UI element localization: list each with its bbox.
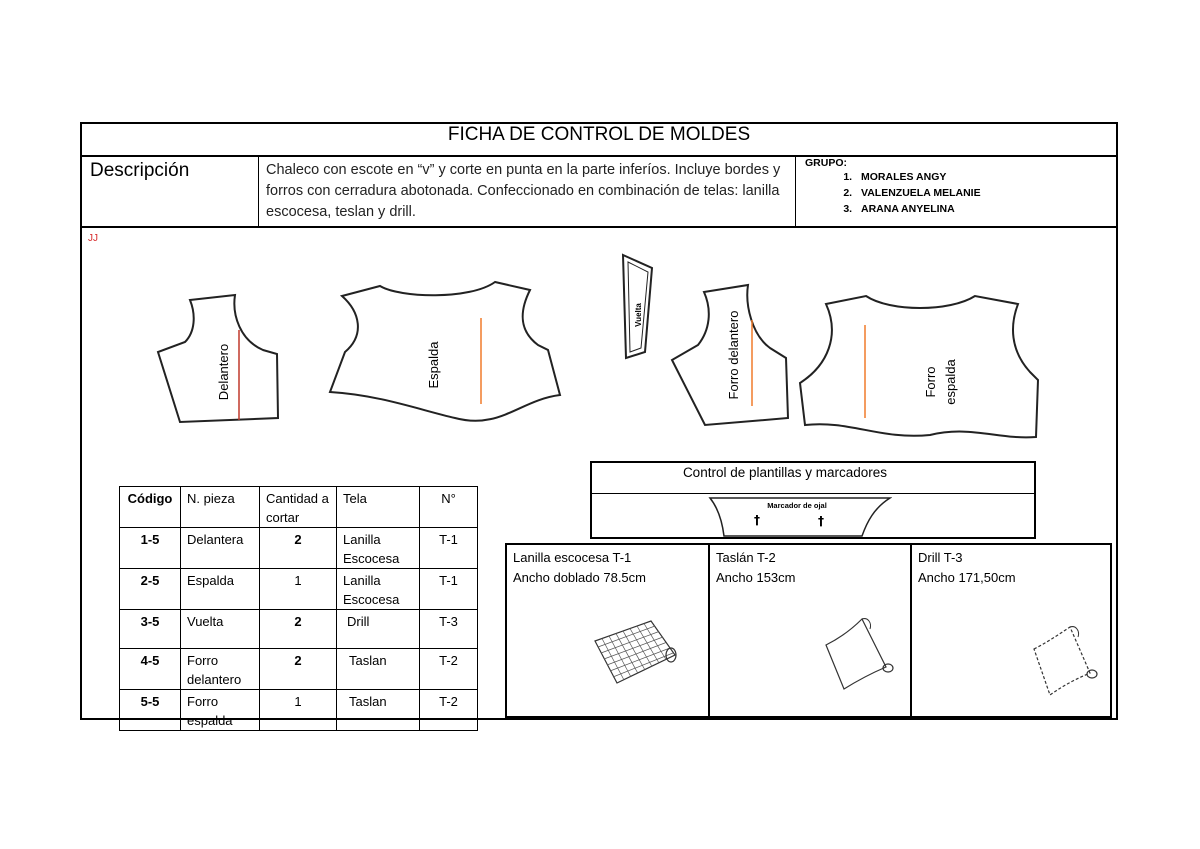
cell-fabric: Lanilla Escocesa [337, 528, 420, 569]
table-row [120, 569, 478, 610]
table-row [120, 649, 478, 690]
cell-number: T-1 [420, 569, 478, 610]
cell-number: T-3 [420, 610, 478, 649]
delantero-label: Delantero [216, 343, 231, 401]
delantero-piece [158, 295, 278, 422]
page-title: FICHA DE CONTROL DE MOLDES [447, 124, 751, 145]
cell-code: 4-5 [120, 649, 181, 690]
fabric-width: Ancho 171,50cm [918, 570, 1016, 585]
espalda-label: Espalda [426, 341, 441, 389]
cell-fabric: Lanilla Escocesa [337, 569, 420, 610]
cell-number: T-2 [420, 690, 478, 731]
cell-number: T-1 [420, 528, 478, 569]
forro-espalda-piece [800, 296, 1038, 437]
forro-delantero-label: Forro delantero [726, 310, 741, 400]
buttonhole-mark-icon: † [818, 514, 824, 528]
table-row [120, 690, 478, 731]
forro-espalda-label-2: espalda [943, 359, 958, 405]
fabric-name: Lanilla escocesa T-1 [513, 550, 632, 565]
column-header-code: Código [120, 487, 181, 528]
plaid-fabric-roll-icon [591, 617, 681, 685]
group-member: 3. ARANA ANYELINA [855, 203, 981, 215]
cell-name: Espalda [181, 569, 260, 610]
cell-fabric: Taslan [337, 690, 420, 731]
buttonhole-marker-icon [702, 494, 892, 540]
cell-code: 2-5 [120, 569, 181, 610]
marker-label: Marcador de ojal [767, 501, 827, 510]
buttonhole-mark-icon: † [754, 513, 760, 527]
cell-name: Forro delantero [181, 649, 260, 690]
table-header-row [120, 487, 478, 528]
espalda-piece [330, 282, 560, 421]
column-header-name: N. pieza [181, 487, 260, 528]
fabric-cell-1 [507, 545, 709, 716]
column-header-fabric: Tela [337, 487, 420, 528]
group-member: 1. MORALES ANGY [855, 171, 981, 183]
fabric-width: Ancho doblado 78.5cm [513, 570, 646, 585]
pieces-table [119, 486, 478, 731]
cell-qty: 2 [260, 649, 337, 690]
fabric-cell-2 [710, 545, 910, 716]
vuelta-label: Vuelta [634, 303, 643, 327]
forro-espalda-label-1: Forro [923, 366, 938, 398]
plain-fabric-roll-icon [820, 615, 900, 691]
forro-delantero-piece [672, 285, 788, 425]
cell-name: Forro espalda [181, 690, 260, 731]
cell-name: Delantera [181, 528, 260, 569]
cell-qty: 1 [260, 569, 337, 610]
group-member: 2. VALENZUELA MELANIE [855, 187, 981, 199]
cell-code: 3-5 [120, 610, 181, 649]
cell-qty: 1 [260, 690, 337, 731]
fabric-width: Ancho 153cm [716, 570, 796, 585]
mark-initials: JJ [88, 233, 98, 244]
control-title: Control de plantillas y marcadores [682, 465, 888, 480]
fabric-cell-3 [912, 545, 1110, 716]
column-header-number: N° [420, 487, 478, 528]
column-header-qty: Cantidad a cortar [260, 487, 337, 528]
table-row [120, 528, 478, 569]
fabrics-box [505, 543, 1112, 718]
control-box [590, 461, 1036, 539]
group-label: GRUPO: [805, 157, 847, 169]
cell-qty: 2 [260, 528, 337, 569]
cell-fabric: Taslan [337, 649, 420, 690]
cell-name: Vuelta [181, 610, 260, 649]
cell-code: 5-5 [120, 690, 181, 731]
fabric-name: Drill T-3 [918, 550, 963, 565]
description-text: Chaleco con escote en “v” y corte en punta en la parte inferíos. Incluye bordes y forros con cerradura abotonada. Confeccionado en combinación de telas: lanilla escocesa, teslan y drill. [266, 162, 781, 220]
dotted-fabric-roll-icon [1026, 623, 1102, 699]
cell-qty: 2 [260, 610, 337, 649]
description-label: Descripción [90, 160, 190, 181]
cell-number: T-2 [420, 649, 478, 690]
vuelta-piece [623, 255, 652, 358]
cell-code: 1-5 [120, 528, 181, 569]
fabric-name: Taslán T-2 [716, 550, 776, 565]
cell-fabric: Drill [337, 610, 420, 649]
table-row [120, 610, 478, 649]
